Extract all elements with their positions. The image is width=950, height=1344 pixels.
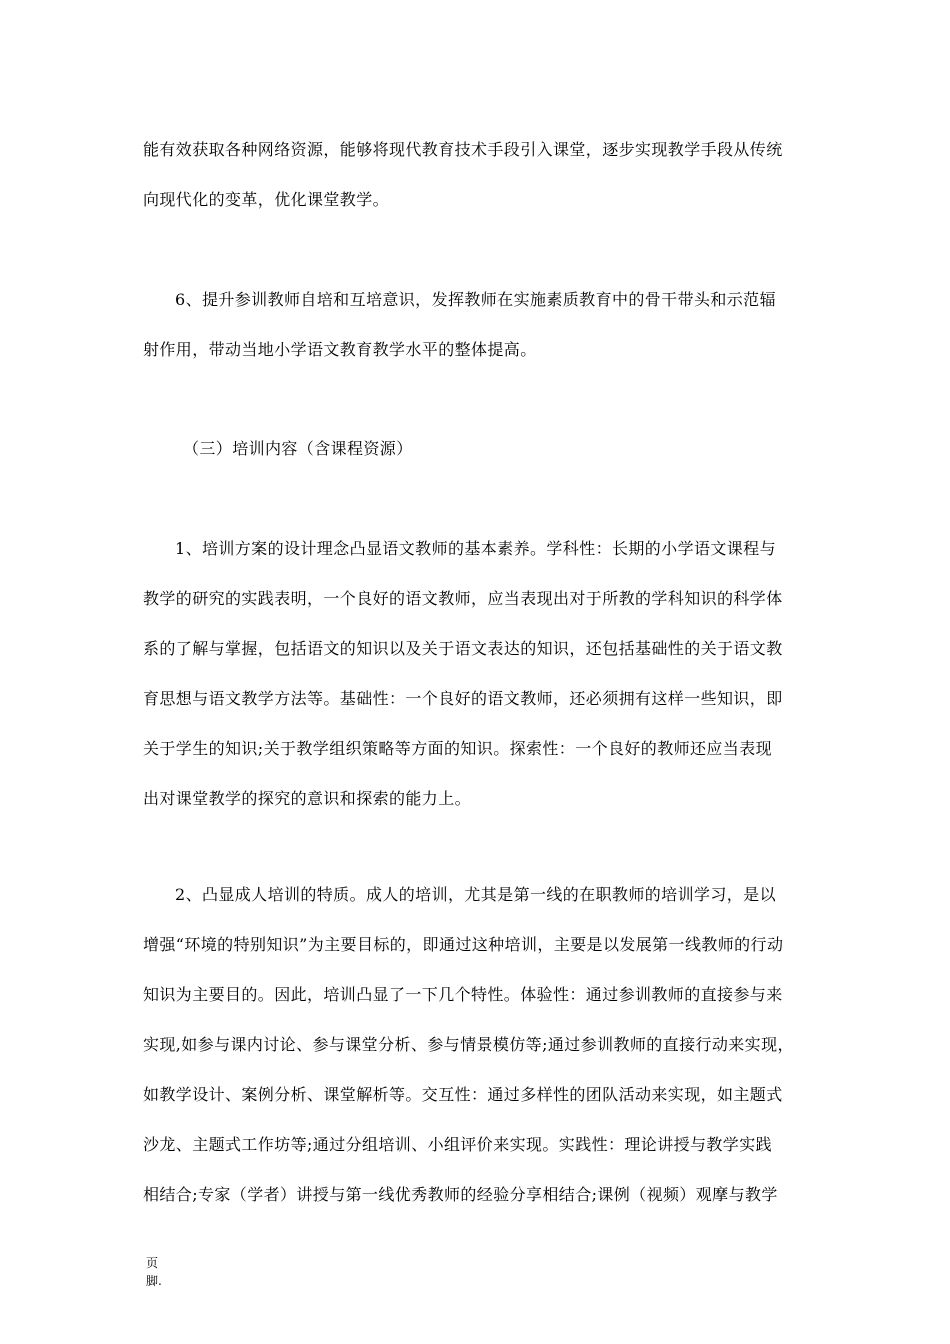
text-line: 6、提升参训教师自培和互培意识，发挥教师在实施素质教育中的骨干带头和示范辐 — [175, 290, 776, 309]
paragraph-item-2 — [143, 870, 818, 1220]
text-line: 射作用，带动当地小学语文教育教学水平的整体提高。 — [143, 340, 537, 359]
text-line: 如教学设计、案例分析、课堂解析等。交互性：通过多样性的团队活动来实现，如主题式 — [143, 1085, 783, 1104]
section-heading-text: （三）培训内容（含课程资源） — [183, 439, 413, 458]
text-line: 沙龙、主题式工作坊等;通过分组培训、小组评价来实现。实践性：理论讲授与教学实践 — [143, 1135, 772, 1154]
footer-line: 脚. — [146, 1274, 162, 1288]
text-line: 增强“环境的特别知识”为主要目标的，即通过这种培训，主要是以发展第一线教师的行动 — [143, 935, 784, 954]
text-line: 知识为主要目的。因此，培训凸显了一下几个特性。体验性：通过参训教师的直接参与来 — [143, 985, 783, 1004]
text-line: 相结合;专家（学者）讲授与第一线优秀教师的经验分享相结合;课例（视频）观摩与教学 — [143, 1185, 778, 1204]
page-footer — [146, 1254, 162, 1290]
text-line: 关于学生的知识;关于教学组织策略等方面的知识。探索性：一个良好的教师还应当表现 — [143, 739, 772, 758]
text-line: 出对课堂教学的探究的意识和探索的能力上。 — [143, 789, 472, 808]
text-line: 能有效获取各种网络资源，能够将现代教育技术手段引入课堂，逐步实现教学手段从传统 — [143, 140, 783, 159]
paragraph-item-1 — [143, 524, 818, 824]
section-heading — [143, 424, 818, 474]
paragraph-network-resources — [143, 125, 818, 225]
text-line: 教学的研究的实践表明，一个良好的语文教师，应当表现出对于所教的学科知识的科学体 — [143, 589, 783, 608]
text-line: 实现,如参与课内讨论、参与课堂分析、参与情景模仿等;通过参训教师的直接行动来实现， — [143, 1035, 794, 1054]
text-line: 向现代化的变革，优化课堂教学。 — [143, 190, 390, 209]
text-line: 育思想与语文教学方法等。基础性：一个良好的语文教师，还必须拥有这样一些知识，即 — [143, 689, 783, 708]
text-line: 1、培训方案的设计理念凸显语文教师的基本素养。学科性：长期的小学语文课程与 — [175, 539, 776, 558]
paragraph-item-6 — [143, 275, 818, 375]
text-line: 2、凸显成人培训的特质。成人的培训，尤其是第一线的在职教师的培训学习，是以 — [175, 885, 776, 904]
footer-line: 页 — [146, 1256, 159, 1270]
text-line: 系的了解与掌握，包括语文的知识以及关于语文表达的知识，还包括基础性的关于语文教 — [143, 639, 783, 658]
